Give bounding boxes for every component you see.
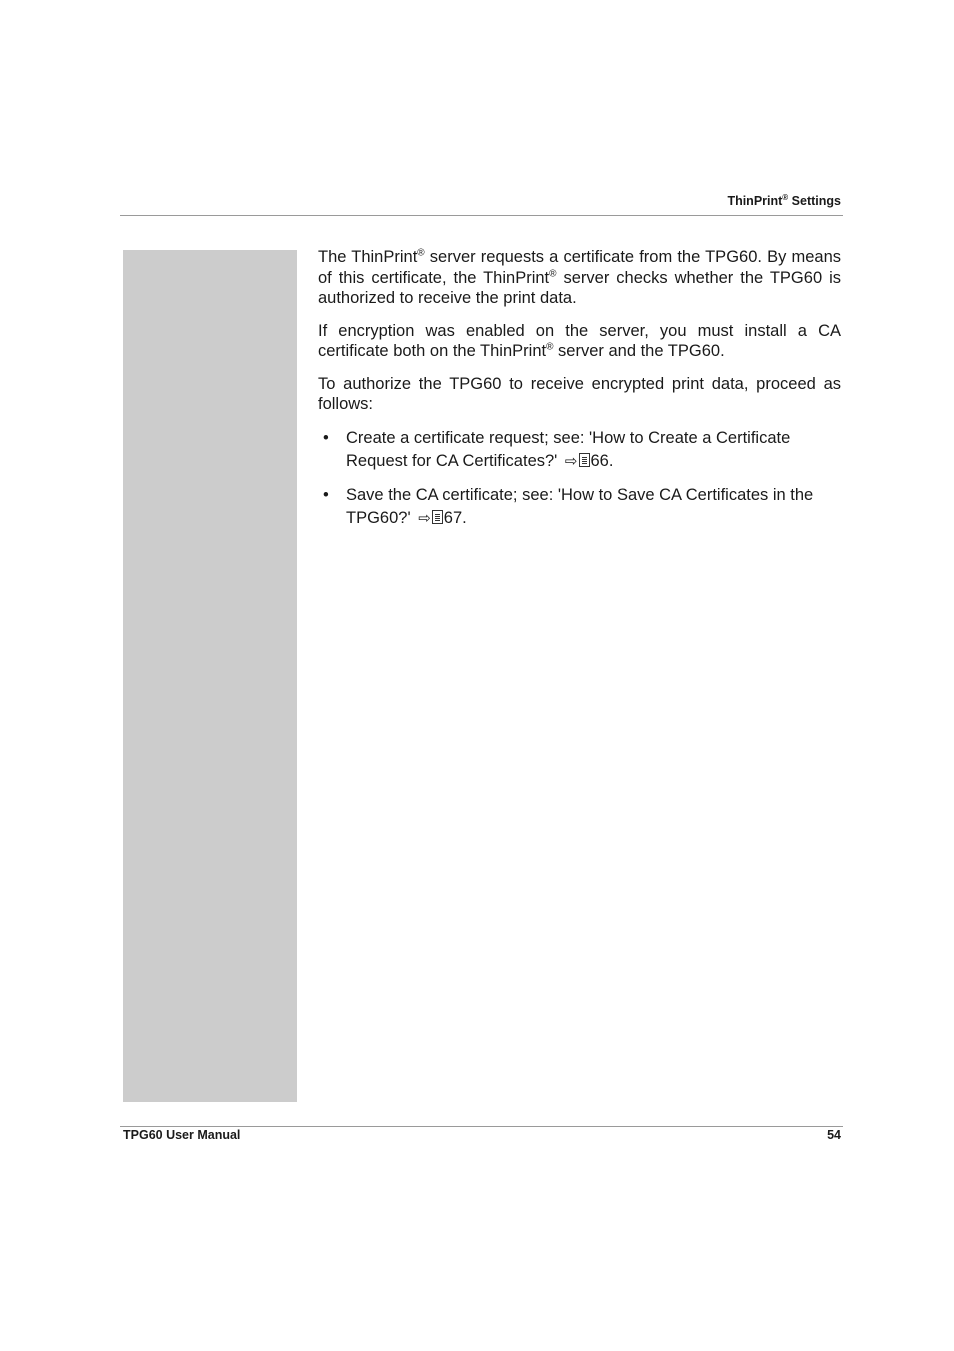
bullet-icon: •	[323, 428, 329, 447]
list-item-text: Save the CA certificate; see: 'How to Save CA Certificates in the TPG60?'	[346, 485, 814, 527]
page-icon	[432, 510, 443, 524]
main-content	[318, 247, 841, 541]
page-reference[interactable]: 66	[590, 452, 609, 470]
footer-rule	[120, 1126, 843, 1127]
registered-mark: ®	[549, 268, 557, 279]
header-rule	[120, 215, 843, 216]
paragraph-intro: The ThinPrint® server requests a certificate from the TPG60. By means of this certificate, the ThinPrint® server checks whether the TPG60 is authorized to receive the print data.	[318, 247, 841, 307]
margin-sidebar	[123, 250, 297, 1102]
page-reference[interactable]: 67	[443, 509, 463, 527]
header-title-suffix: Settings	[788, 194, 841, 209]
header-title-text: ThinPrint	[727, 194, 783, 209]
arrow-right-icon: ⇨	[418, 510, 431, 527]
arrow-right-icon: ⇨	[564, 453, 578, 470]
registered-mark: ®	[417, 247, 425, 259]
procedure-list	[318, 427, 841, 531]
footer-manual-title: TPG60 User Manual	[123, 1128, 241, 1142]
list-item-text: Create a certificate request; see: 'How to Create a Certificate Request for CA Certificates?'	[346, 428, 791, 470]
paragraph-encryption: If encryption was enabled on the server, you must install a CA certificate both on the ThinPrint® server and the TPG60.	[318, 321, 841, 360]
bullet-icon: •	[323, 485, 329, 504]
paragraph-procedure: To authorize the TPG60 to receive encrypted print data, proceed as follows:	[318, 374, 841, 413]
running-header	[727, 193, 841, 208]
page-number: 54	[827, 1128, 841, 1142]
page-icon	[579, 453, 590, 467]
registered-mark: ®	[782, 193, 789, 202]
registered-mark: ®	[546, 341, 554, 353]
list-item: • Create a certificate request; see: 'How to Create a Certificate Request for CA Certificates?' ⇨ 66.	[318, 427, 841, 474]
list-item: • Save the CA certificate; see: 'How to Save CA Certificates in the TPG60?' ⇨ 67.	[318, 484, 841, 531]
